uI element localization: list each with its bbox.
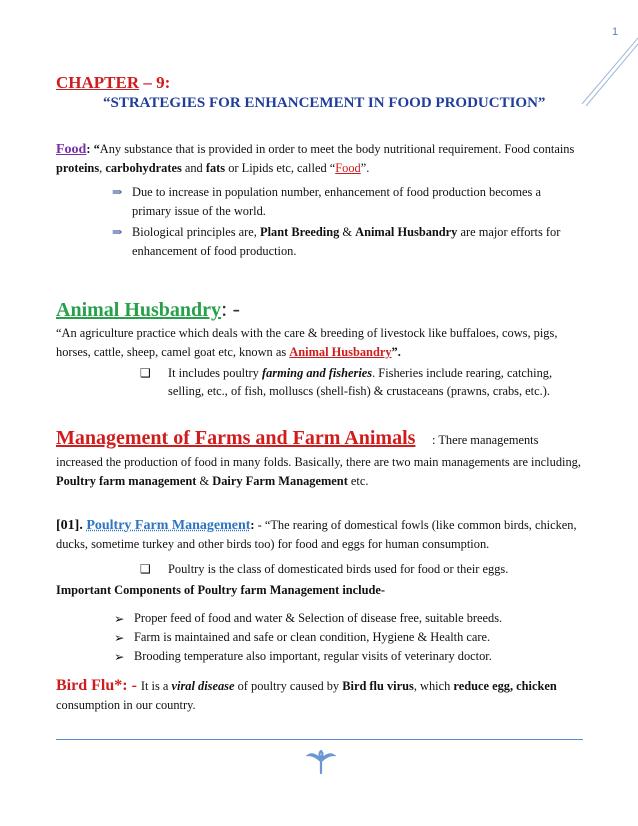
animal-husbandry-term: Animal Husbandry: [355, 225, 458, 239]
poultry-title: Poultry Farm Management: [86, 518, 251, 533]
animal-def-text: “An agriculture practice which deals with the care & breeding of livestock like buffaloes, cows, pigs, horses, cattle, sheep, camel goat etc, known as: [56, 326, 558, 359]
bird-flu-paragraph: [56, 676, 586, 715]
bird-flu-virus: Bird flu virus: [342, 679, 414, 693]
components-list: [114, 609, 594, 666]
animal-heading-text: Animal Husbandry: [56, 299, 222, 321]
management-heading-tail: : There managements: [432, 433, 539, 447]
food-proteins: proteins: [56, 161, 100, 175]
checkbox-square-icon: ❑: [140, 562, 151, 576]
food-points-list: [112, 183, 582, 261]
plant-breeding: Plant Breeding: [260, 225, 340, 239]
food-comma: ,: [99, 161, 106, 175]
poultry-farm-term: Poultry farm management: [56, 474, 197, 488]
animal-point-post: . Fisheries include rearing, catching, selling, etc., of fish, molluscs (shell-fish) & crustaceans (prawns, crabs, etc.).: [168, 366, 553, 398]
poultry-point-text: Poultry is the class of domesticated birds used for food or their eggs.: [168, 562, 509, 576]
animal-point-text: It includes poultry: [168, 366, 262, 380]
component-text: Brooding temperature also important, regular visits of veterinary doctor.: [134, 649, 492, 663]
chapter-label: CHAPTER: [56, 73, 140, 92]
dairy-farm-term: Dairy Farm Management: [212, 474, 348, 488]
management-amp: &: [196, 474, 213, 488]
corner-decoration: [560, 0, 638, 120]
bird-flu-mid2: , which: [413, 679, 454, 693]
chapter-subtitle: “STRATEGIES FOR ENHANCEMENT IN FOOD PRODUCTION”: [103, 95, 546, 111]
component-text: Proper feed of food and water & Selection of disease free, suitable breeds.: [134, 611, 503, 625]
bird-flu-disease: viral disease: [171, 679, 235, 693]
animal-point-emph: farming and fisheries: [261, 366, 373, 380]
bird-flu-heading: Bird Flu*: -: [56, 677, 141, 694]
management-end: etc.: [347, 474, 369, 488]
food-and: and: [181, 161, 206, 175]
list-item: [140, 364, 590, 400]
component-text: Farm is maintained and safe or clean condition, Hygiene & Health care.: [134, 630, 491, 644]
checkbox-square-icon: ❑: [140, 366, 151, 380]
food-point-amp: &: [339, 225, 356, 239]
animal-def-term: Animal Husbandry: [289, 345, 392, 359]
animal-def-end: ”.: [391, 345, 401, 359]
food-end: ”.: [360, 161, 370, 175]
food-carbs: carbohydrates: [105, 161, 182, 175]
food-point-text: Due to increase in population number, enhancement of food production becomes a primary issue of the world.: [132, 185, 541, 218]
management-paragraph: [56, 453, 586, 491]
list-item: [112, 183, 582, 221]
bird-flu-mid: of poultry caused by: [234, 679, 343, 693]
food-point-text: Biological principles are,: [132, 225, 260, 239]
arrowhead-bullet-icon: ➢: [114, 630, 125, 645]
chapter-heading: [56, 73, 170, 93]
food-definition: [56, 140, 586, 178]
food-point-post: are major efforts for enhancement of food production.: [132, 225, 561, 258]
components-heading: Important Components of Poultry farm Management include-: [56, 583, 386, 597]
bird-flu-end: consumption in our country.: [56, 698, 196, 712]
poultry-num: [01].: [56, 518, 87, 533]
animal-husbandry-heading: [56, 296, 240, 322]
food-fats: fats: [205, 161, 226, 175]
food-sep: : “: [86, 142, 100, 156]
list-item: [114, 628, 594, 647]
poultry-definition: [56, 516, 586, 554]
management-text: increased the production of food in many folds. Basically, there are two main managements are including,: [56, 455, 581, 469]
double-right-arrow-icon: ⇒: [112, 185, 123, 199]
page-number: 1: [612, 26, 619, 38]
fleur-ornament-icon: [306, 745, 336, 775]
animal-points-list: [140, 364, 590, 400]
poultry-text: - “The rearing of domestical fowls (like common birds, chicken, ducks, sometime turkey and other birds too) for food and eggs for human consumption.: [56, 518, 577, 551]
food-word: Food: [335, 161, 361, 175]
poultry-points-list: [140, 560, 590, 578]
arrowhead-bullet-icon: ➢: [114, 649, 125, 664]
animal-husbandry-definition: [56, 324, 586, 362]
bird-flu-effect: reduce egg, chicken: [453, 679, 557, 693]
list-item: [114, 647, 594, 666]
list-item: [114, 609, 594, 628]
animal-heading-colon: : -: [221, 296, 241, 321]
footer-divider: [56, 739, 583, 740]
poultry-colon: :: [250, 518, 258, 532]
list-item: [112, 223, 582, 261]
food-heading: Food: [56, 142, 87, 157]
arrowhead-bullet-icon: ➢: [114, 611, 125, 626]
management-heading: Management of Farms and Farm Animals: [56, 427, 416, 449]
list-item: [140, 560, 590, 578]
bird-flu-pre: It is a: [140, 679, 172, 693]
food-rest: or Lipids etc, called “: [225, 161, 336, 175]
double-right-arrow-icon: ⇒: [112, 225, 123, 239]
food-text: Any substance that is provided in order to meet the body nutritional requirement. Food contains: [99, 142, 575, 156]
chapter-number: – 9:: [139, 73, 171, 92]
